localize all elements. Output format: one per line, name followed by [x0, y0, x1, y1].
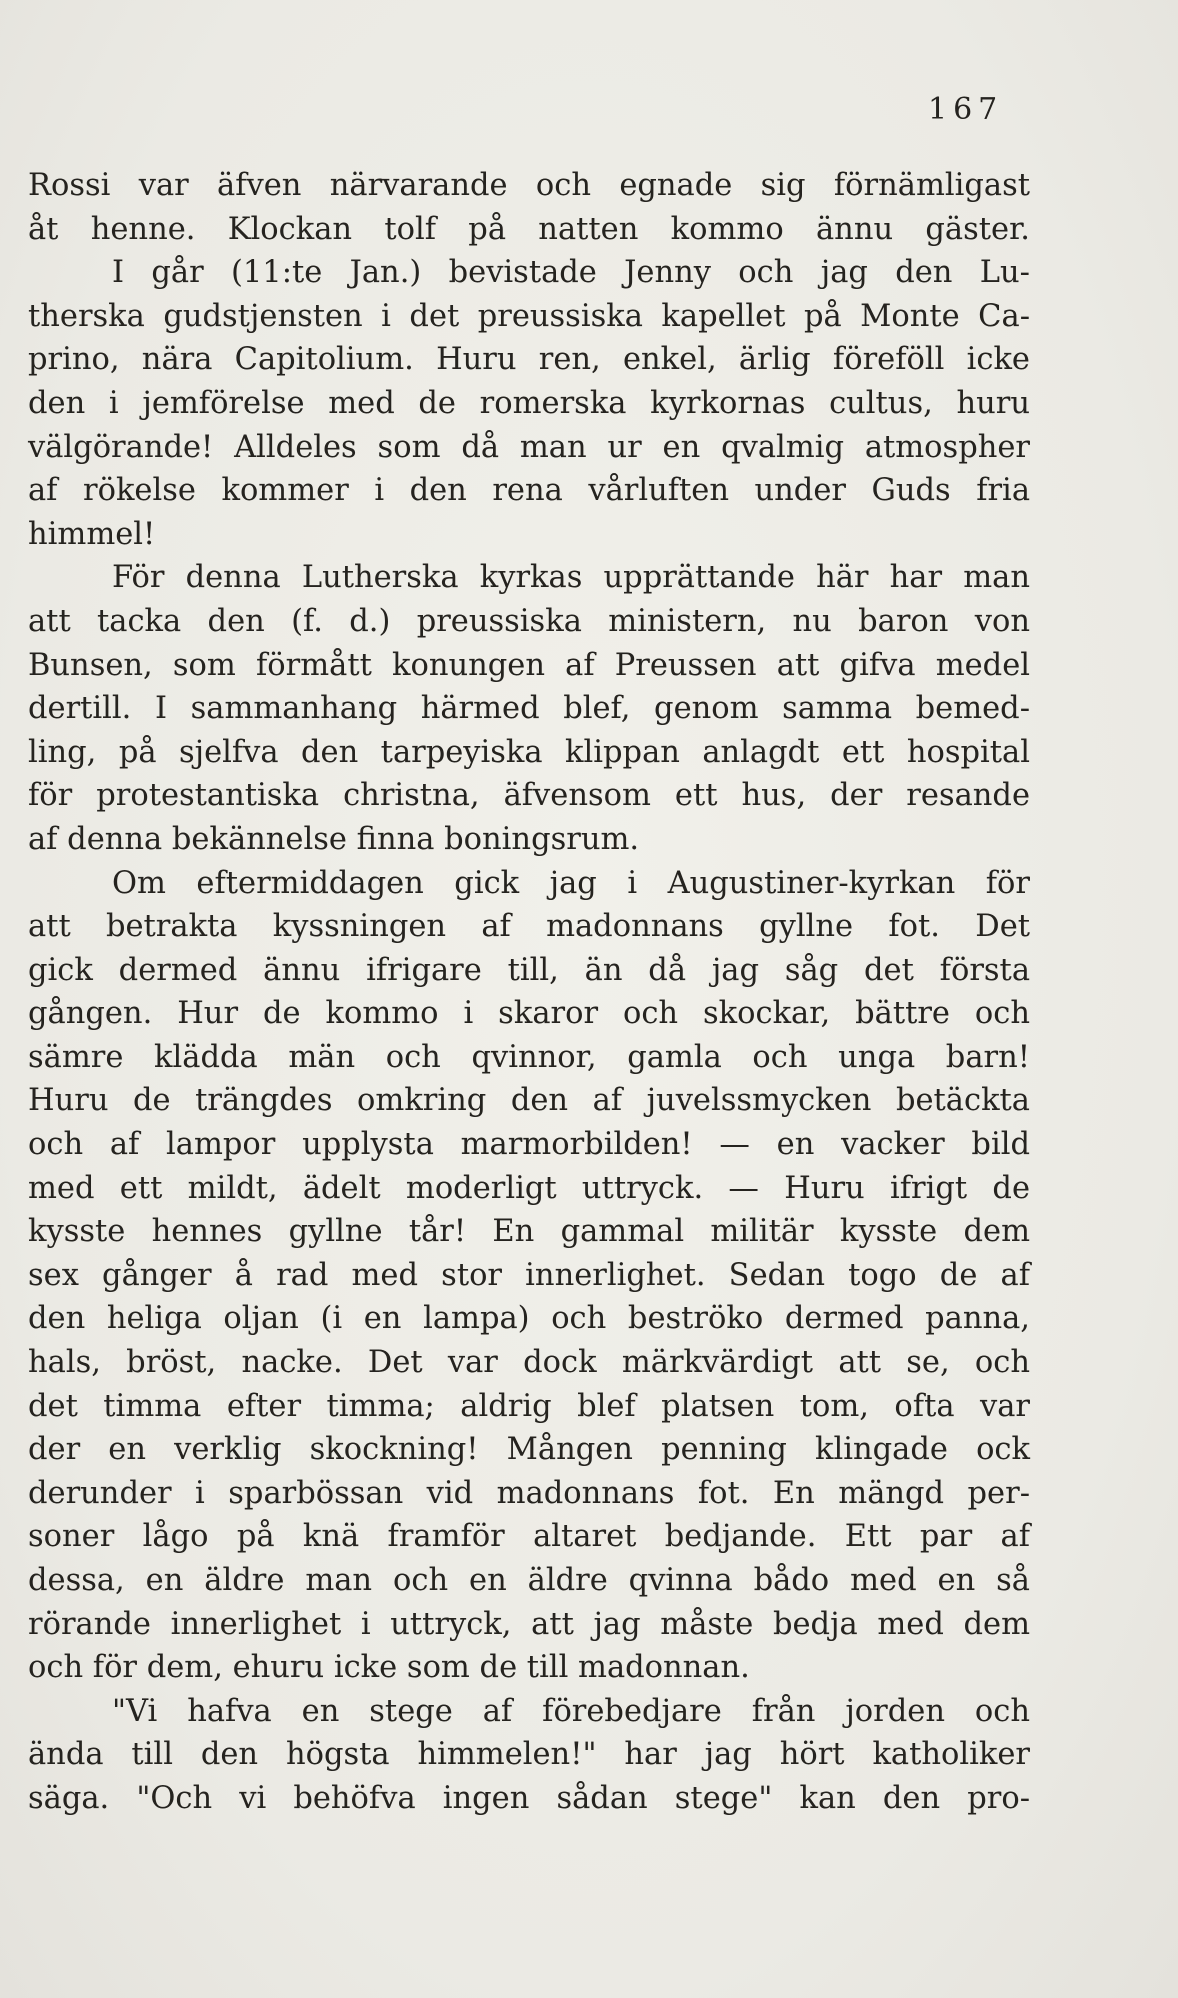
text-line: dessa, en äldre man och en äldre qvinna bådo med en så [28, 1563, 1030, 1598]
text-line: åt henne. Klockan tolf på natten kommo ännu gäster. [28, 211, 1030, 247]
text-line: kysste hennes gyllne tår! En gammal militär kysste dem [28, 1214, 1030, 1250]
text-line: för protestantiska christna, äfvensom ett hus, der resande [28, 778, 1030, 814]
text-line: den heliga oljan (i en lampa) och beströko dermed panna, [28, 1301, 1030, 1337]
text-line: rörande innerlighet i uttryck, att jag måste bedja med dem [28, 1606, 1030, 1642]
text-line: det timma efter timma; aldrig blef platsen tom, ofta var [28, 1388, 1030, 1424]
text-line: och för dem, ehuru icke som de till madonnan. [28, 1650, 750, 1686]
text-line: ända till den högsta himmelen!" har jag hört katholiker [28, 1737, 1030, 1773]
text-line: med ett mildt, ädelt moderligt uttryck. — Huru ifrigt de [28, 1170, 1030, 1206]
text-line: prino, nära Capitolium. Huru ren, enkel, ärlig föreföll icke [28, 342, 1030, 378]
text-line: himmel! [28, 516, 156, 552]
text-line: I går (11:te Jan.) bevistade Jenny och jag den Lu- [112, 255, 1030, 291]
text-line: Rossi var äfven närvarande och egnade sig förnämligast [28, 168, 1030, 203]
text-line: gången. Hur de kommo i skaror och skockar, bättre och [28, 996, 1030, 1032]
text-line: Bunsen, som förmått konungen af Preussen att gifva medel [28, 647, 1030, 683]
text-line: derunder i sparbössan vid madonnans fot. En mängd per- [28, 1475, 1030, 1511]
text-line: sex gånger å rad med stor innerlighet. Sedan togo de af [28, 1257, 1030, 1293]
text-line: Huru de trängdes omkring den af juvelssmycken betäckta [28, 1083, 1030, 1119]
text-line: För denna Lutherska kyrkas upprättande här har man [112, 560, 1030, 596]
text-line: "Vi hafva en stege af förebedjare från jorden och [112, 1693, 1030, 1729]
text-line: den i jemförelse med de romerska kyrkornas cultus, huru [28, 385, 1030, 421]
text-line: af denna bekännelse finna boningsrum. [28, 821, 640, 857]
text-line: välgörande! Alldeles som då man ur en qvalmig atmospher [28, 429, 1030, 465]
text-line: der en verklig skockning! Mången penning klingade ock [28, 1432, 1030, 1468]
page-number: 167 [928, 92, 1004, 127]
text-line: att betrakta kyssningen af madonnans gyllne fot. Det [28, 909, 1030, 945]
text-line: ling, på sjelfva den tarpeyiska klippan anlagdt ett hospital [28, 734, 1030, 770]
text-line: soner lågo på knä framför altaret bedjande. Ett par af [28, 1519, 1030, 1555]
text-line: af rökelse kommer i den rena vårluften under Guds fria [28, 473, 1030, 509]
text-line: gick dermed ännu ifrigare till, än då jag såg det första [28, 952, 1030, 988]
text-line: therska gudstjensten i det preussiska kapellet på Monte Ca- [28, 298, 1030, 334]
body-text [28, 164, 1030, 1821]
text-line: att tacka den (f. d.) preussiska ministern, nu baron von [28, 603, 1030, 639]
text-line: Om eftermiddagen gick jag i Augustiner-kyrkan för [112, 865, 1030, 901]
text-line: och af lampor upplysta marmorbilden! — en vacker bild [28, 1127, 1030, 1163]
text-line: dertill. I sammanhang härmed blef, genom samma bemed- [28, 691, 1030, 727]
text-line: sämre klädda män och qvinnor, gamla och unga barn! [28, 1039, 1030, 1075]
text-line: säga. "Och vi behöfva ingen sådan stege" kan den pro- [28, 1780, 1030, 1816]
text-line: hals, bröst, nacke. Det var dock märkvärdigt att se, och [28, 1345, 1030, 1381]
